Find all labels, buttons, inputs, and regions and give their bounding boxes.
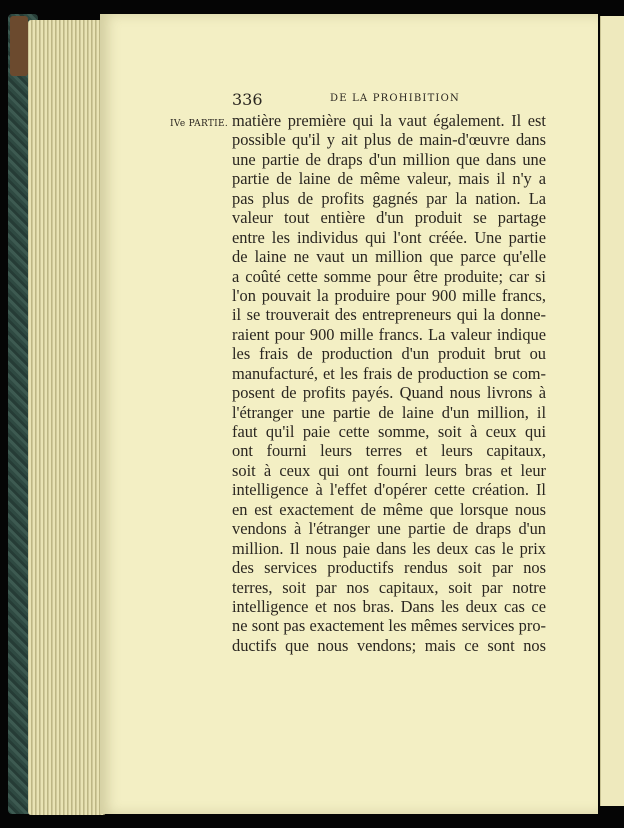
text-line: intelligence et nos bras. Dans les deux cas ce bbox=[232, 596, 546, 616]
cover-corner-leather bbox=[10, 16, 28, 76]
text-line: l'on pouvait la produire pour 900 mille francs, bbox=[232, 285, 546, 305]
text-line: l'étranger une partie de laine d'un million, il bbox=[232, 402, 546, 422]
running-title: DE LA PROHIBITION bbox=[330, 93, 460, 104]
text-line: des services productifs rendus soit par nos bbox=[232, 558, 546, 578]
text-line: raient pour 900 mille francs. La valeur indique bbox=[232, 324, 546, 344]
running-head bbox=[232, 90, 548, 110]
text-line: million. Il nous paie dans les deux cas le prix bbox=[232, 538, 546, 558]
text-line: pas plus de profits gagnés par la nation. La bbox=[232, 188, 546, 208]
text-line: il se trouverait des entrepreneurs qui la donne- bbox=[232, 305, 546, 325]
text-line: les frais de production d'un produit brut ou bbox=[232, 344, 546, 364]
text-line: ne sont pas exactement les mêmes services pro- bbox=[232, 616, 546, 636]
text-line: intelligence à l'effet d'opérer cette création. Il bbox=[232, 480, 546, 500]
text-line: entre les individus qui l'ont créée. Une partie bbox=[232, 227, 546, 247]
text-line: matière première qui la vaut également. Il est bbox=[232, 111, 546, 130]
text-line: soit à ceux qui ont fourni leurs bras et leur bbox=[232, 460, 546, 480]
text-line: une partie de draps d'un million que dans une bbox=[232, 149, 546, 169]
margin-part-label: IVe PARTIE. bbox=[170, 119, 229, 129]
body-text bbox=[232, 111, 546, 655]
text-line: vendons à l'étranger une partie de draps d'un bbox=[232, 519, 546, 539]
text-line: ont fourni leurs terres et leurs capitaux, bbox=[232, 441, 546, 461]
page-stack-edges bbox=[28, 20, 106, 815]
text-line: terres, soit par nos capitaux, soit par notre bbox=[232, 577, 546, 597]
page-number: 336 bbox=[232, 90, 263, 109]
facing-page-edge bbox=[600, 16, 624, 806]
text-line: valeur tout entière d'un produit se partage bbox=[232, 208, 546, 228]
text-line: possible qu'il y ait plus de main-d'œuvre dans bbox=[232, 130, 546, 150]
text-line: ductifs que nous vendons; mais ce sont nos bbox=[232, 635, 546, 655]
text-line: manufacturé, et les frais de production se com- bbox=[232, 363, 546, 383]
text-line: de laine ne vaut un million que parce qu'elle bbox=[232, 247, 546, 267]
text-line: partie de laine de même valeur, mais il n'y a bbox=[232, 169, 546, 189]
text-line: faut qu'il paie cette somme, soit à ceux qui bbox=[232, 422, 546, 441]
text-line: a coûté cette somme pour être produite; car si bbox=[232, 266, 546, 286]
text-line: posent de profits payés. Quand nous livrons à bbox=[232, 383, 546, 403]
text-line: en est exactement de même que lorsque nous bbox=[232, 499, 546, 519]
